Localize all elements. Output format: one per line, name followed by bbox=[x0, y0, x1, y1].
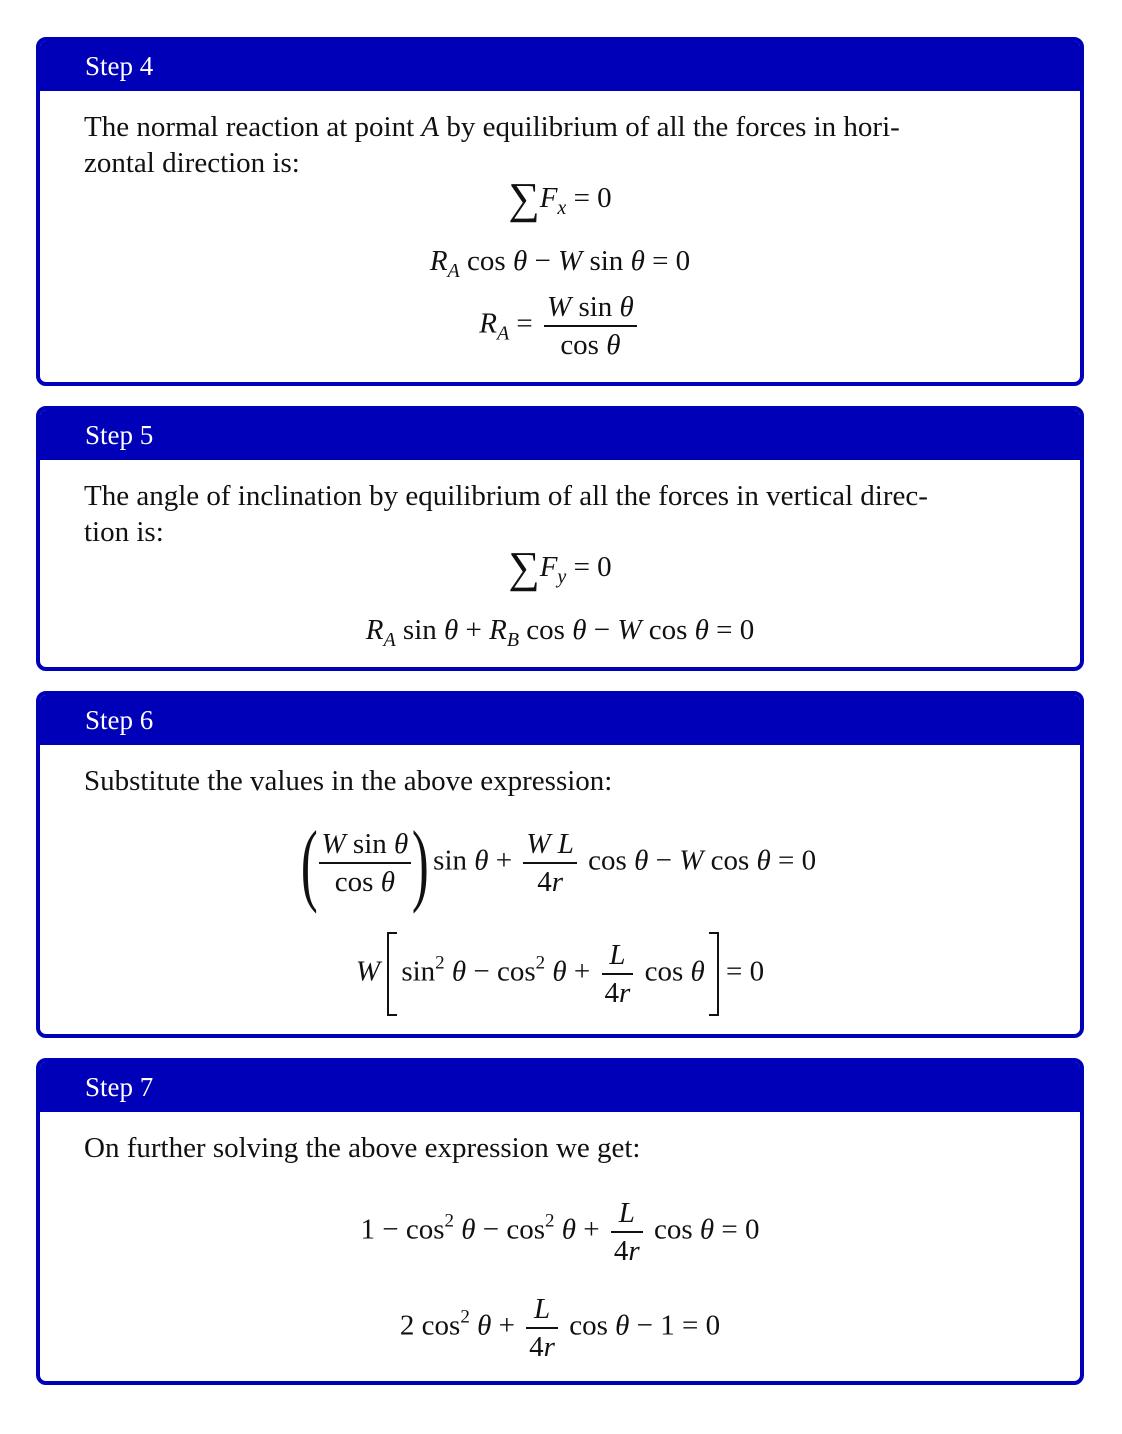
step-5-eq-2: $R_A$ $\sin \theta + R_B$ cos θ − W cos θ = 0 bbox=[365, 614, 755, 651]
step-5-title: Step 5 bbox=[40, 410, 1080, 460]
step-5-text: The angle of inclination by equilibrium of all the forces in vertical direc- tion is: bbox=[84, 480, 928, 548]
step-6-text: Substitute the values in the above expression: bbox=[84, 765, 613, 797]
step-4-box bbox=[36, 37, 1084, 386]
step-7-body bbox=[40, 1112, 1080, 1166]
step-6-box bbox=[36, 691, 1084, 1038]
step-5-eq-1: $\sum F_y = 0$ bbox=[508, 543, 612, 592]
step-6-eq-2: W $\sin^2 \theta - \cos^2 \theta$ + $\frac{L}{4r}$ cos θ = 0 bbox=[40, 932, 1080, 1016]
step-6-title: Step 6 bbox=[40, 695, 1080, 745]
step-6-body bbox=[40, 745, 1080, 799]
step-7-eq-1: $1 - \cos^2 \theta - \cos^2 \theta$ + $\frac{L}{4r}$ cos θ = 0 bbox=[360, 1197, 760, 1267]
step-7-title: Step 7 bbox=[40, 1062, 1080, 1112]
step-4-title: Step 4 bbox=[40, 41, 1080, 91]
step-4-eq-3: $R_A$ = $\frac{\text{W sin θ}}{\text{cos θ}}$ bbox=[40, 289, 1080, 363]
step-5-box bbox=[36, 406, 1084, 671]
step-5-body bbox=[40, 460, 1080, 550]
step-7-text: On further solving the above expression we get: bbox=[84, 1132, 641, 1164]
step-4-eq-2: $R_A$ cos θ − W sin θ = 0 bbox=[429, 245, 691, 282]
step-4-body bbox=[40, 91, 1080, 181]
step-4-text: The normal reaction at point A by equilibrium of all the forces in hori- zontal direction is: bbox=[84, 111, 900, 179]
step-7-eq-2: 2 $\cos^2 \theta$ + $\frac{L}{4r}$ cos θ − 1 = 0 bbox=[399, 1293, 721, 1363]
step-7-box bbox=[36, 1058, 1084, 1385]
step-4-eq-1: $\sum F_x = 0$ bbox=[508, 174, 612, 223]
step-6-eq-1: ( $\frac{\text{W sin θ}}{\text{cos θ}}$ ) sin θ + $\frac{\text{W L}}{4r}$ cos θ − W cos θ = 0 bbox=[300, 812, 817, 914]
